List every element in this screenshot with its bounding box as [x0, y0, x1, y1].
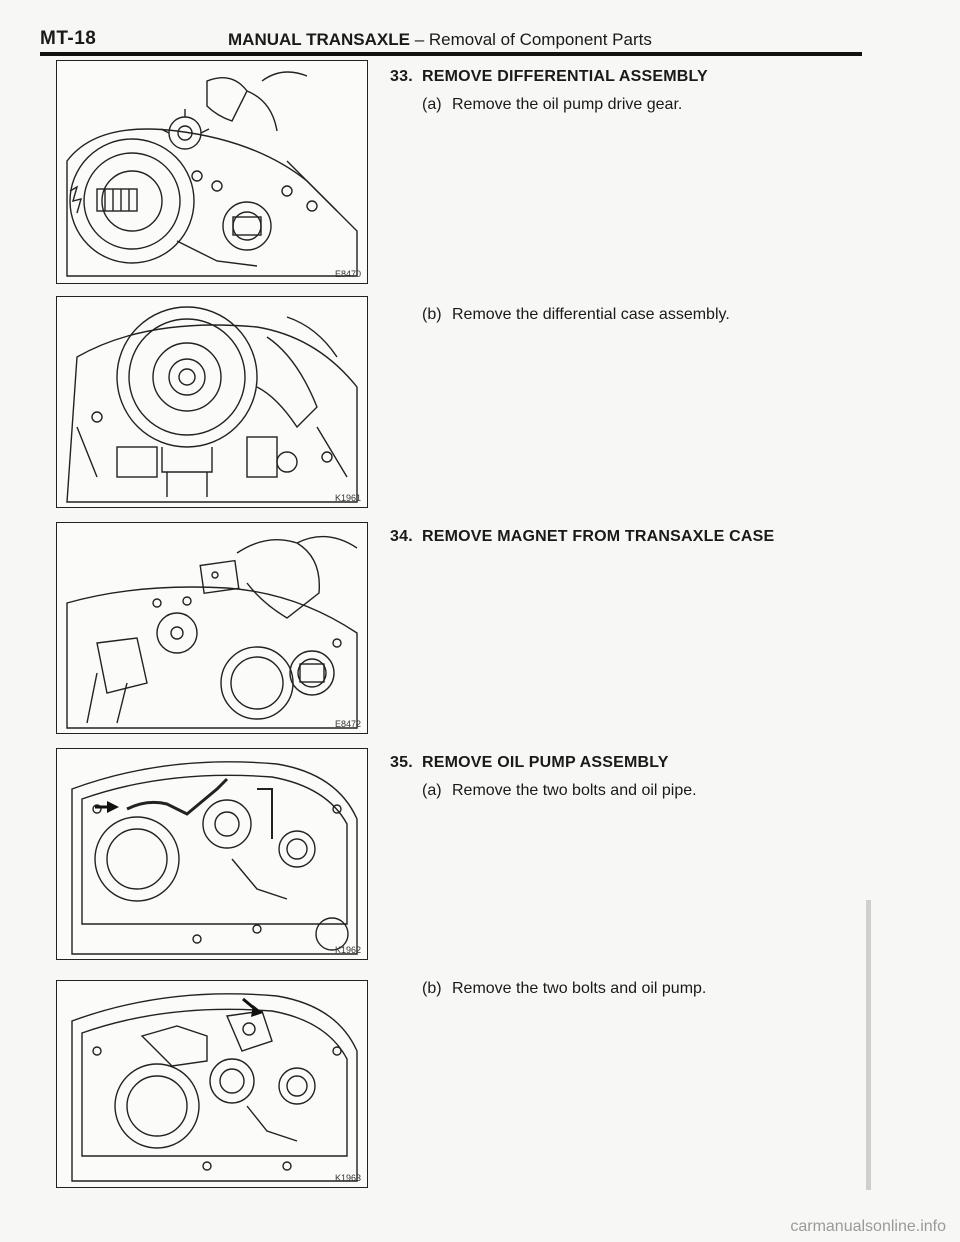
- sub-label: (b): [422, 980, 442, 997]
- figure-differential-case: [56, 296, 368, 508]
- figure-oil-pipe-removal: [56, 748, 368, 960]
- illustration-drive-gear: [57, 61, 367, 283]
- page-id: MT-18: [40, 28, 97, 49]
- step-35-title: [390, 754, 669, 772]
- step-heading: REMOVE MAGNET FROM TRANSAXLE CASE: [422, 528, 775, 545]
- step-34-title: [390, 528, 774, 546]
- illustration-oil-pipe: [57, 749, 367, 959]
- figure-code: K1962: [334, 945, 361, 955]
- figure-oil-pump-removal: [56, 980, 368, 1188]
- step-33b: [422, 306, 730, 324]
- step-heading: REMOVE DIFFERENTIAL ASSEMBLY: [422, 68, 708, 85]
- illustration-differential-case: [57, 297, 367, 507]
- figure-code: K1961: [334, 493, 361, 503]
- sub-label: (a): [422, 782, 442, 799]
- illustration-magnet-removal: [57, 523, 367, 733]
- step-33-title: [390, 68, 708, 86]
- section-subtitle: – Removal of Component Parts: [409, 30, 652, 49]
- page-title: [228, 30, 652, 50]
- figure-oil-pump-drive-gear: [56, 60, 368, 284]
- step-heading: REMOVE OIL PUMP ASSEMBLY: [422, 754, 669, 771]
- figure-code: E8472: [334, 719, 361, 729]
- illustration-oil-pump: [57, 981, 367, 1187]
- step-number: 35.: [390, 754, 413, 771]
- step-35b: [422, 980, 706, 998]
- sub-label: (b): [422, 306, 442, 323]
- page-header: [40, 24, 862, 56]
- figure-code: K1963: [334, 1173, 361, 1183]
- section-name: MANUAL TRANSAXLE: [228, 30, 410, 49]
- step-number: 34.: [390, 528, 413, 545]
- sub-text: Remove the two bolts and oil pipe.: [452, 782, 697, 799]
- figure-magnet-removal: [56, 522, 368, 734]
- step-35a: [422, 782, 697, 800]
- sub-text: Remove the oil pump drive gear.: [452, 96, 683, 113]
- scan-edge-shadow: [866, 900, 871, 1190]
- figure-code: E8470: [334, 269, 361, 279]
- watermark: carmanualsonline.info: [790, 1218, 946, 1235]
- step-33a: [422, 96, 682, 114]
- sub-text: Remove the differential case assembly.: [452, 306, 730, 323]
- step-number: 33.: [390, 68, 413, 85]
- sub-text: Remove the two bolts and oil pump.: [452, 980, 707, 997]
- sub-label: (a): [422, 96, 442, 113]
